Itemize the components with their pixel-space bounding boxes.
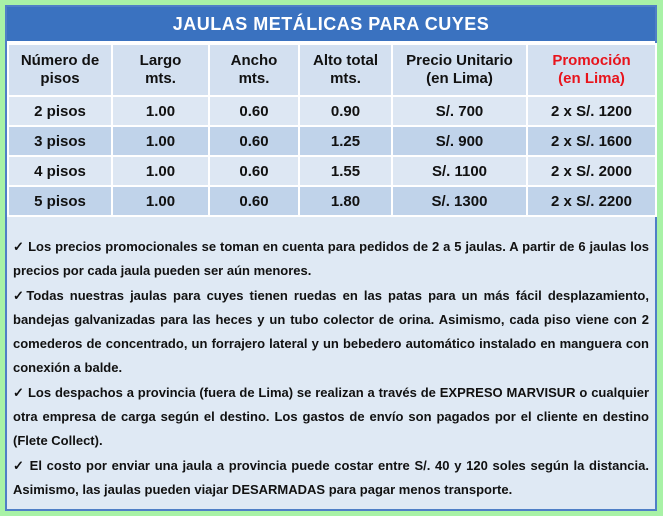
cell-ancho: 0.60 bbox=[209, 96, 299, 126]
cell-precio: S/. 900 bbox=[392, 126, 527, 156]
cell-precio: S/. 1300 bbox=[392, 186, 527, 216]
cell-largo: 1.00 bbox=[112, 126, 209, 156]
table-row bbox=[8, 156, 656, 186]
header-ancho: Ancho mts. bbox=[209, 44, 299, 96]
cell-precio: S/. 700 bbox=[392, 96, 527, 126]
table-row bbox=[8, 96, 656, 126]
notes-section bbox=[7, 217, 655, 502]
page-title: JAULAS METÁLICAS PARA CUYES bbox=[7, 7, 655, 43]
cell-ancho: 0.60 bbox=[209, 126, 299, 156]
cell-alto: 0.90 bbox=[299, 96, 392, 126]
cell-alto: 1.80 bbox=[299, 186, 392, 216]
note-caracteristicas: ✓Todas nuestras jaulas para cuyes tienen ruedas en las patas para un más fácil desplazamiento, bandejas galvanizadas para las heces y un tubo colector de orina. Asimismo, cada piso viene con 2 comederos de concentrado, un forrajero lateral y un bebedero automático instalado en manguera con conexión a balde. bbox=[13, 287, 649, 376]
cell-pisos: 5 pisos bbox=[8, 186, 112, 216]
note-costo-envio: ✓ El costo por enviar una jaula a provincia puede costar entre S/. 40 y 120 soles según la distancia. Asimismo, las jaulas pueden viajar DESARMADAS para pagar menos transporte. bbox=[13, 457, 649, 497]
header-pisos: Número de pisos bbox=[8, 44, 112, 96]
cell-alto: 1.25 bbox=[299, 126, 392, 156]
cell-largo: 1.00 bbox=[112, 96, 209, 126]
note-promociones: ✓ Los precios promocionales se toman en cuenta para pedidos de 2 a 5 jaulas. A partir de 6 jaulas los precios por cada jaula pueden ser aún menores. bbox=[13, 239, 649, 279]
header-largo: Largo mts. bbox=[112, 44, 209, 96]
cell-largo: 1.00 bbox=[112, 186, 209, 216]
cell-promocion: 2 x S/. 2200 bbox=[527, 186, 656, 216]
cell-ancho: 0.60 bbox=[209, 186, 299, 216]
cell-ancho: 0.60 bbox=[209, 156, 299, 186]
cell-alto: 1.55 bbox=[299, 156, 392, 186]
cell-promocion: 2 x S/. 1600 bbox=[527, 126, 656, 156]
price-panel bbox=[5, 5, 657, 511]
note-despachos: ✓ Los despachos a provincia (fuera de Lima) se realizan a través de EXPRESO MARVISUR o cualquier otra empresa de carga según el destino. Los gastos de envío son pagados por el cliente en destino (Flete Collect). bbox=[13, 384, 649, 449]
header-alto: Alto total mts. bbox=[299, 44, 392, 96]
cell-precio: S/. 1100 bbox=[392, 156, 527, 186]
cell-pisos: 3 pisos bbox=[8, 126, 112, 156]
cell-pisos: 2 pisos bbox=[8, 96, 112, 126]
cell-promocion: 2 x S/. 2000 bbox=[527, 156, 656, 186]
header-promocion: Promoción (en Lima) bbox=[527, 44, 656, 96]
cell-pisos: 4 pisos bbox=[8, 156, 112, 186]
cell-promocion: 2 x S/. 1200 bbox=[527, 96, 656, 126]
table-row bbox=[8, 126, 656, 156]
cell-largo: 1.00 bbox=[112, 156, 209, 186]
table-header-row bbox=[8, 44, 656, 96]
header-precio: Precio Unitario (en Lima) bbox=[392, 44, 527, 96]
table-row bbox=[8, 186, 656, 216]
price-table bbox=[7, 43, 657, 217]
